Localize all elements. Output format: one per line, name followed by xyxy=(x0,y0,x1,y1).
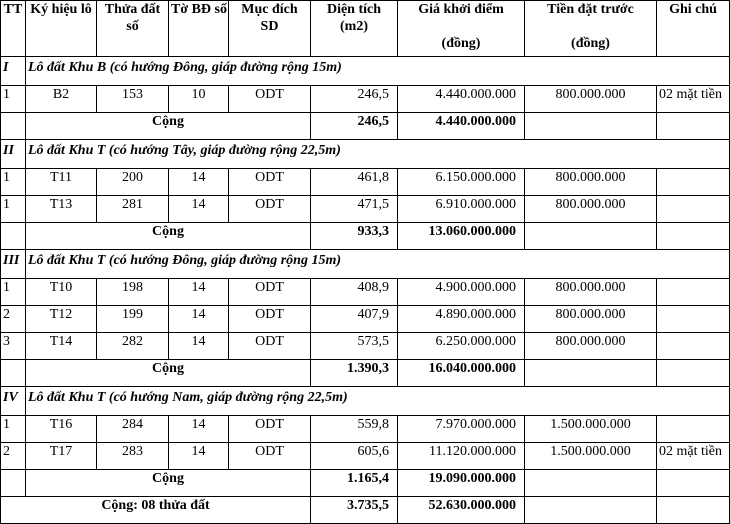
cell-ghi-chu xyxy=(657,196,730,223)
subtotal-empty xyxy=(657,470,730,497)
cell-gia-khoi-diem: 4.900.000.000 xyxy=(398,279,525,306)
cell-to-bd: 14 xyxy=(169,196,229,223)
cell-tt: 1 xyxy=(1,86,26,113)
subtotal-empty xyxy=(525,470,657,497)
section-row xyxy=(1,387,730,416)
cell-tien-dat-truoc: 800.000.000 xyxy=(525,169,657,196)
cell-muc-dich: ODT xyxy=(229,169,311,196)
cell-gia-khoi-diem: 11.120.000.000 xyxy=(398,443,525,470)
cell-dien-tich: 407,9 xyxy=(311,306,398,333)
subtotal-dien-tich: 1.165,4 xyxy=(311,470,398,497)
cell-tien-dat-truoc: 800.000.000 xyxy=(525,333,657,360)
cell-muc-dich: ODT xyxy=(229,306,311,333)
header-row xyxy=(1,1,730,57)
section-title: Lô đất Khu T (có hướng Đông, giáp đường rộng 15m) xyxy=(26,250,730,279)
table-body xyxy=(1,57,730,524)
cell-dien-tich: 408,9 xyxy=(311,279,398,306)
header-ghi-chu: Ghi chú xyxy=(657,1,730,57)
cell-to-bd: 14 xyxy=(169,443,229,470)
cell-tt: 2 xyxy=(1,443,26,470)
cell-dien-tich: 605,6 xyxy=(311,443,398,470)
header-ky-hieu-lo: Ký hiệu lô xyxy=(26,1,97,57)
subtotal-row xyxy=(1,470,730,497)
subtotal-dien-tich: 246,5 xyxy=(311,113,398,140)
cell-ky-hieu-lo: T12 xyxy=(26,306,97,333)
cell-dien-tich: 471,5 xyxy=(311,196,398,223)
subtotal-empty xyxy=(657,223,730,250)
cell-to-bd: 14 xyxy=(169,279,229,306)
grand-total-empty xyxy=(657,497,730,524)
subtotal-empty xyxy=(657,360,730,387)
cell-gia-khoi-diem: 4.440.000.000 xyxy=(398,86,525,113)
cell-thua-dat: 284 xyxy=(97,416,169,443)
cell-ghi-chu: 02 mặt tiền xyxy=(657,443,730,470)
cell-thua-dat: 199 xyxy=(97,306,169,333)
cell-dien-tich: 573,5 xyxy=(311,333,398,360)
cell-ghi-chu xyxy=(657,306,730,333)
subtotal-gia: 16.040.000.000 xyxy=(398,360,525,387)
cell-ky-hieu-lo: T11 xyxy=(26,169,97,196)
subtotal-dien-tich: 1.390,3 xyxy=(311,360,398,387)
header-dien-tich: Diện tích (m2) xyxy=(311,1,398,57)
cell-thua-dat: 283 xyxy=(97,443,169,470)
cell-tt: 3 xyxy=(1,333,26,360)
subtotal-label: Cộng xyxy=(26,470,311,497)
cell-ghi-chu xyxy=(657,416,730,443)
cell-tt: 1 xyxy=(1,416,26,443)
subtotal-label: Cộng xyxy=(26,113,311,140)
cell-thua-dat: 200 xyxy=(97,169,169,196)
section-roman: IV xyxy=(1,387,26,416)
cell-tt: 2 xyxy=(1,306,26,333)
cell-tien-dat-truoc: 1.500.000.000 xyxy=(525,443,657,470)
section-title: Lô đất Khu B (có hướng Đông, giáp đường rộng 15m) xyxy=(26,57,730,86)
table-row xyxy=(1,196,730,223)
cell-tt: 1 xyxy=(1,279,26,306)
cell-muc-dich: ODT xyxy=(229,333,311,360)
cell-tien-dat-truoc: 800.000.000 xyxy=(525,86,657,113)
subtotal-label: Cộng xyxy=(26,360,311,387)
table-row xyxy=(1,416,730,443)
cell-ky-hieu-lo: T10 xyxy=(26,279,97,306)
cell-thua-dat: 281 xyxy=(97,196,169,223)
cell-ky-hieu-lo: T16 xyxy=(26,416,97,443)
cell-thua-dat: 153 xyxy=(97,86,169,113)
section-title: Lô đất Khu T (có hướng Nam, giáp đường rộng 22,5m) xyxy=(26,387,730,416)
subtotal-dien-tich: 933,3 xyxy=(311,223,398,250)
header-gia-khoi-diem: Giá khởi điểm (đồng) xyxy=(398,1,525,57)
section-roman: I xyxy=(1,57,26,86)
table-row xyxy=(1,443,730,470)
cell-ghi-chu: 02 mặt tiền xyxy=(657,86,730,113)
subtotal-row xyxy=(1,223,730,250)
cell-tien-dat-truoc: 800.000.000 xyxy=(525,306,657,333)
grand-total-dien-tich: 3.735,5 xyxy=(311,497,398,524)
cell-muc-dich: ODT xyxy=(229,196,311,223)
header-tien-dat-truoc: Tiền đặt trước (đồng) xyxy=(525,1,657,57)
header-muc-dich: Mục đích SD xyxy=(229,1,311,57)
cell-ghi-chu xyxy=(657,169,730,196)
subtotal-gia: 13.060.000.000 xyxy=(398,223,525,250)
cell-gia-khoi-diem: 6.250.000.000 xyxy=(398,333,525,360)
cell-ky-hieu-lo: T14 xyxy=(26,333,97,360)
cell-muc-dich: ODT xyxy=(229,86,311,113)
cell-muc-dich: ODT xyxy=(229,416,311,443)
section-row xyxy=(1,57,730,86)
cell-gia-khoi-diem: 6.910.000.000 xyxy=(398,196,525,223)
table-row xyxy=(1,86,730,113)
table-row xyxy=(1,279,730,306)
subtotal-gia: 4.440.000.000 xyxy=(398,113,525,140)
subtotal-row xyxy=(1,113,730,140)
cell-muc-dich: ODT xyxy=(229,279,311,306)
cell-ky-hieu-lo: T13 xyxy=(26,196,97,223)
section-roman: III xyxy=(1,250,26,279)
section-row xyxy=(1,250,730,279)
subtotal-gia: 19.090.000.000 xyxy=(398,470,525,497)
cell-to-bd: 10 xyxy=(169,86,229,113)
table-row xyxy=(1,169,730,196)
grand-total-row xyxy=(1,497,730,524)
table-row xyxy=(1,333,730,360)
cell-gia-khoi-diem: 4.890.000.000 xyxy=(398,306,525,333)
cell-to-bd: 14 xyxy=(169,333,229,360)
cell-ky-hieu-lo: T17 xyxy=(26,443,97,470)
cell-to-bd: 14 xyxy=(169,306,229,333)
subtotal-blank xyxy=(1,360,26,387)
cell-to-bd: 14 xyxy=(169,416,229,443)
cell-thua-dat: 198 xyxy=(97,279,169,306)
cell-dien-tich: 559,8 xyxy=(311,416,398,443)
cell-ky-hieu-lo: B2 xyxy=(26,86,97,113)
subtotal-row xyxy=(1,360,730,387)
cell-tt: 1 xyxy=(1,196,26,223)
cell-tien-dat-truoc: 1.500.000.000 xyxy=(525,416,657,443)
cell-ghi-chu xyxy=(657,333,730,360)
header-to-bd-so: Tờ BĐ số xyxy=(169,1,229,57)
cell-tt: 1 xyxy=(1,169,26,196)
cell-to-bd: 14 xyxy=(169,169,229,196)
subtotal-empty xyxy=(525,223,657,250)
cell-gia-khoi-diem: 7.970.000.000 xyxy=(398,416,525,443)
subtotal-label: Cộng xyxy=(26,223,311,250)
section-roman: II xyxy=(1,140,26,169)
subtotal-blank xyxy=(1,113,26,140)
grand-total-gia: 52.630.000.000 xyxy=(398,497,525,524)
cell-dien-tich: 246,5 xyxy=(311,86,398,113)
cell-ghi-chu xyxy=(657,279,730,306)
subtotal-blank xyxy=(1,470,26,497)
section-row xyxy=(1,140,730,169)
cell-tien-dat-truoc: 800.000.000 xyxy=(525,196,657,223)
cell-tien-dat-truoc: 800.000.000 xyxy=(525,279,657,306)
table-row xyxy=(1,306,730,333)
cell-gia-khoi-diem: 6.150.000.000 xyxy=(398,169,525,196)
cell-muc-dich: ODT xyxy=(229,443,311,470)
subtotal-empty xyxy=(525,360,657,387)
grand-total-label: Cộng: 08 thửa đất xyxy=(1,497,311,524)
header-tt: TT xyxy=(1,1,26,57)
subtotal-empty xyxy=(657,113,730,140)
subtotal-empty xyxy=(525,113,657,140)
grand-total-empty xyxy=(525,497,657,524)
cell-dien-tich: 461,8 xyxy=(311,169,398,196)
header-thua-dat-so: Thửa đất số xyxy=(97,1,169,57)
section-title: Lô đất Khu T (có hướng Tây, giáp đường rộng 22,5m) xyxy=(26,140,730,169)
subtotal-blank xyxy=(1,223,26,250)
cell-thua-dat: 282 xyxy=(97,333,169,360)
